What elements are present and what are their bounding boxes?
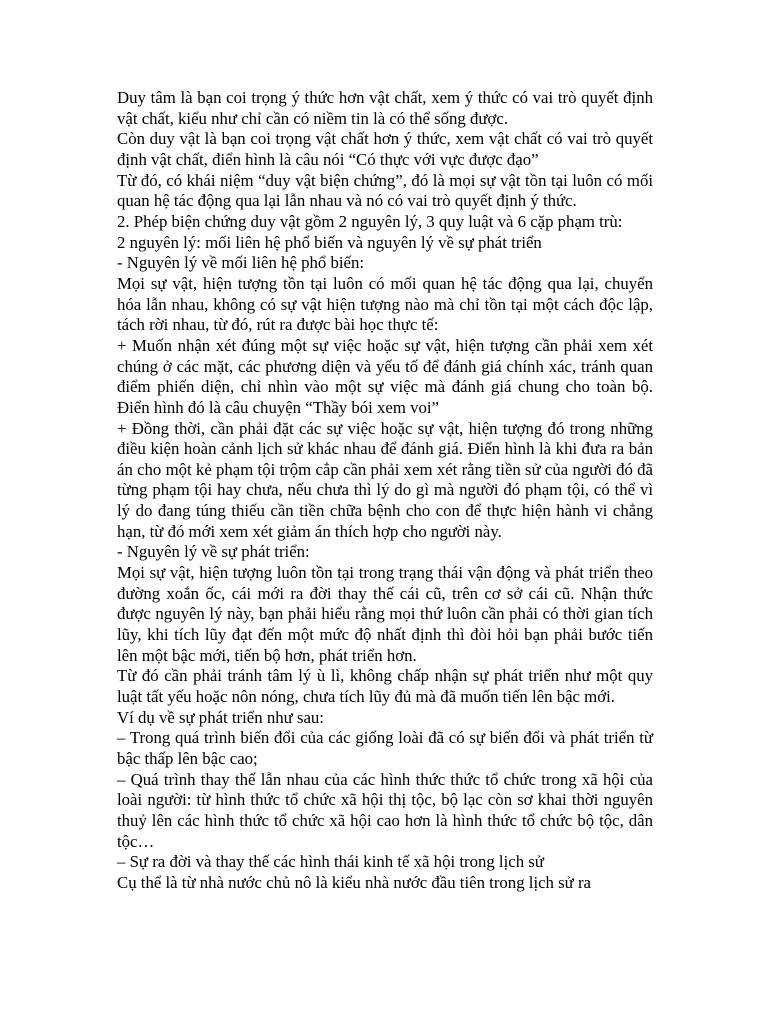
paragraph-examples-heading: Ví dụ về sự phát triển như sau: <box>117 707 324 727</box>
bullet-historical-context: + Đồng thời, cần phải đặt các sự việc hoặc sự vật, hiện tượng đó trong những điều kiện hoàn cảnh lịch sử khác nhau để đánh giá. Điển hình là khi đưa ra bản án cho một kẻ phạm tội trộm cắp cần phải xem xét rằng tiền sử của người đó đã từng phạm tội hay chưa, nếu chưa thì lý do gì mà người đó phạm tội, có thể vì lý do đang túng thiếu cần tiền chữa bệnh cho con để thực hiện hành vi chẳng hạn, từ đó mới xem xét giảm án thích hợp cho người này. <box>117 418 653 541</box>
paragraph-development-body: Mọi sự vật, hiện tượng luôn tồn tại trong trạng thái vận động và phát triển theo đường xoắn ốc, cái mới ra đời thay thế cái cũ, trên cơ sở cái cũ. Nhận thức được nguyên lý này, bạn phải hiểu rằng mọi thứ luôn cần phải có thời gian tích lũy, khi tích lũy đạt đến một mức độ nhất định thì đòi hỏi bạn phải bước tiến lên một bậc mới, tiến bộ hơn, phát triển hơn. <box>117 563 653 665</box>
paragraph-two-principles: 2 nguyên lý: mối liên hệ phổ biến và nguyên lý về sự phát triển <box>117 232 542 252</box>
section-heading-dialectics: 2. Phép biện chứng duy vật gồm 2 nguyên lý, 3 quy luật và 6 cặp phạm trù: <box>117 211 623 231</box>
paragraph-slave-state: Cụ thể là từ nhà nước chủ nô là kiểu nhà nước đầu tiên trong lịch sử ra <box>117 872 592 892</box>
document-body <box>117 88 653 894</box>
paragraph-connection-body: Mọi sự vật, hiện tượng tồn tại luôn có mối quan hệ tác động qua lại, chuyển hóa lẫn nhau, không có sự vật hiện tượng nào mà chỉ tồn tại một cách độc lập, tách rời nhau, từ đó, rút ra được bài học thực tế: <box>117 273 653 335</box>
paragraph-materialism: Còn duy vật là bạn coi trọng vật chất hơn ý thức, xem vật chất có vai trò quyết định vật chất, điển hình là câu nói “Có thực với vực được đạo” <box>117 129 653 169</box>
bullet-consider-all-aspects: + Muốn nhận xét đúng một sự việc hoặc sự vật, hiện tượng cần phải xem xét chúng ở các mặt, các phương diện và yếu tố để đánh giá chính xác, tránh quan điểm phiến diện, chỉ nhìn vào một sự việc mà đánh giá chung cho toàn bộ. Điển hình đó là câu chuyện “Thầy bói xem voi” <box>117 335 653 417</box>
list-item-species: – Trong quá trình biến đổi của các giống loài đã có sự biến đổi và phát triển từ bậc thấp lên bậc cao; <box>117 728 653 768</box>
paragraph-avoid-stagnation: Từ đó cần phải tránh tâm lý ù lì, không chấp nhận sự phát triển như một quy luật tất yếu hoặc nôn nóng, chưa tích lũy đủ mà đã muốn tiến lên bậc mới. <box>117 666 653 707</box>
paragraph-idealism: Duy tâm là bạn coi trọng ý thức hơn vật chất, xem ý thức có vai trò quyết định vật chất, kiểu như chỉ cần có niềm tin là có thể sống được. <box>117 88 653 128</box>
list-item-social-organization: – Quá trình thay thế lẫn nhau của các hình thức thức tổ chức trong xã hội của loài người: từ hình thức tổ chức xã hội thị tộc, bộ lạc còn sơ khai thời nguyên thuỷ lên các hình thức tổ chức xã hội cao hơn là hình thức tổ chức bộ tộc, dân tộc… <box>117 769 653 851</box>
subheading-development: - Nguyên lý về sự phát triển: <box>117 542 310 562</box>
paragraph-dialectical-materialism: Từ đó, có khái niệm “duy vật biện chứng”, đó là mọi sự vật tồn tại luôn có mối quan hệ tác động qua lại lẫn nhau và nó có vai trò quyết định ý thức. <box>117 170 653 211</box>
subheading-universal-connection: - Nguyên lý về mối liên hệ phổ biến: <box>117 253 365 273</box>
list-item-socioeconomic-forms: – Sự ra đời và thay thế các hình thái kinh tế xã hội trong lịch sử <box>117 852 544 872</box>
